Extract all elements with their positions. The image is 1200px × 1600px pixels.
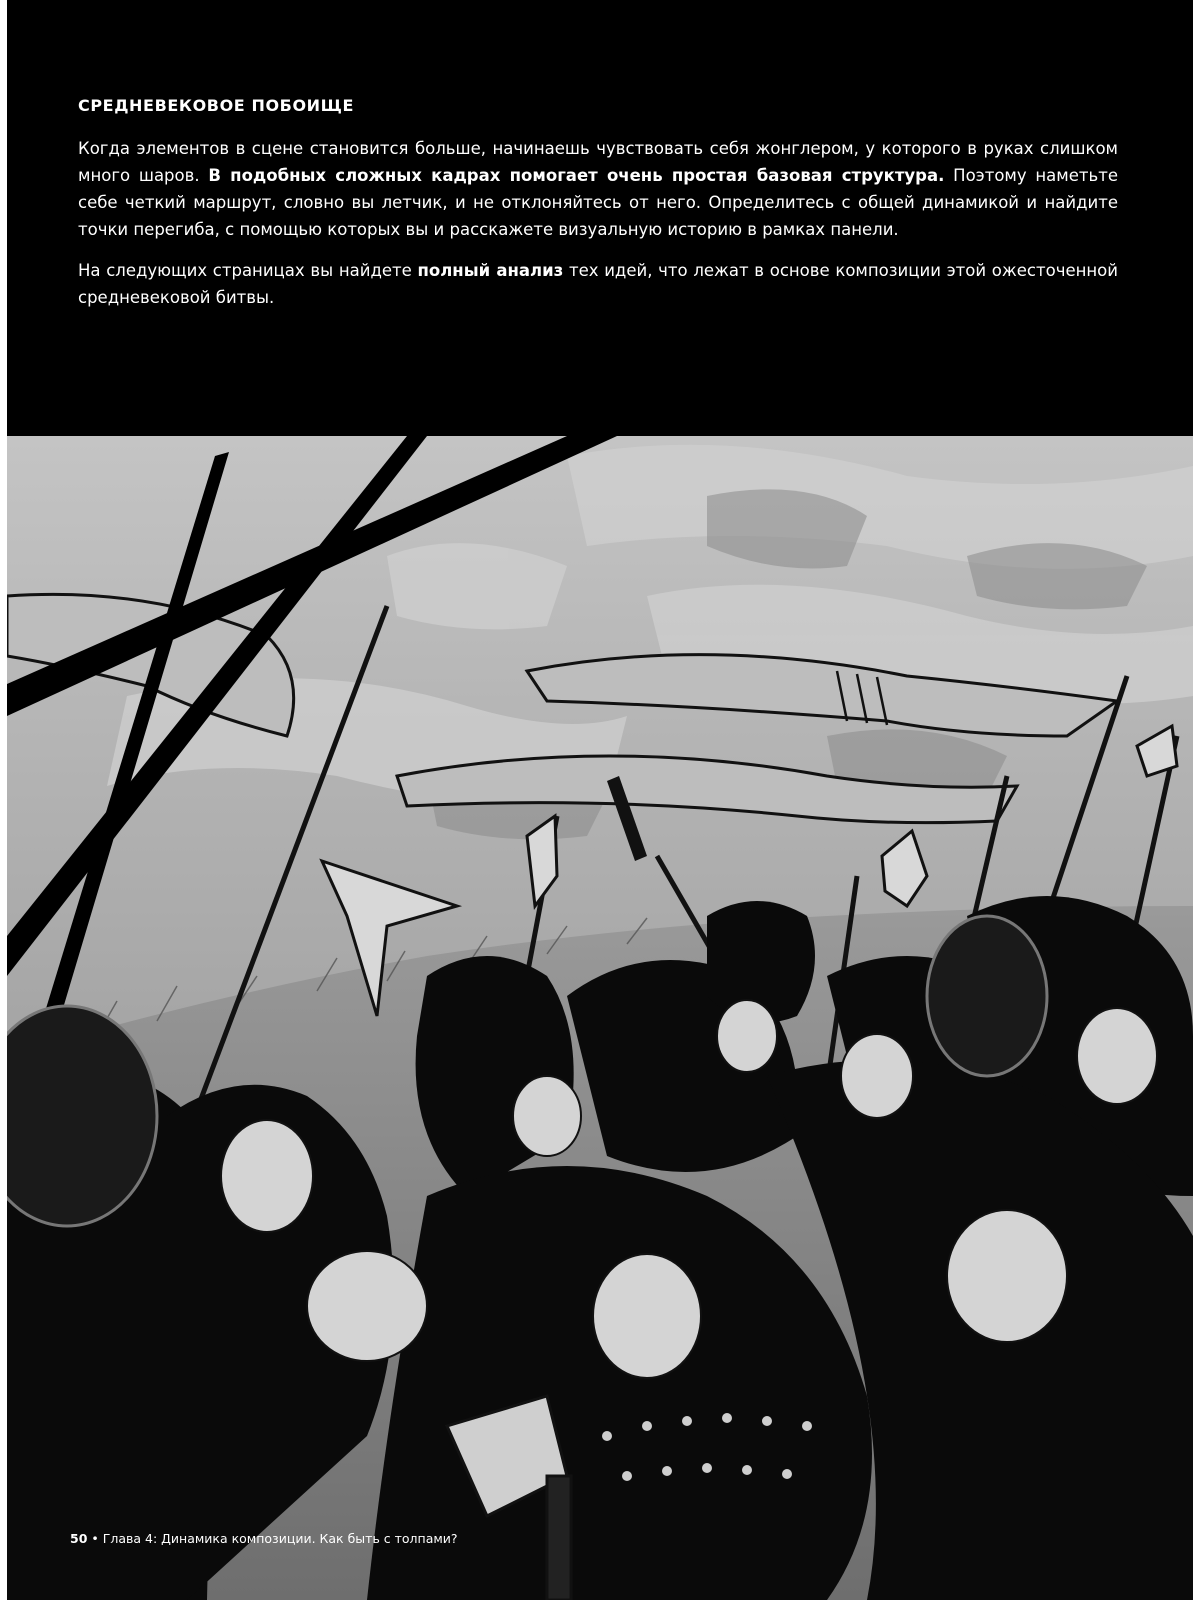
article-text [78,96,1118,325]
paragraph-next-text-2: тех идей, что лежат в основе композиции этой ожесточенной средневековой битвы. [78,261,1118,307]
book-page [7,0,1193,1600]
section-heading: СРЕДНЕВЕКОВОЕ ПОБОИЩЕ [78,96,354,115]
page-number: 50 [70,1531,88,1546]
chapter-title: Глава 4: Динамика композиции. Как быть с толпами? [102,1531,458,1546]
page-footer [70,1531,458,1546]
paragraph-next-pages [78,257,1118,311]
paragraph-intro [78,135,1118,243]
battle-illustration [7,436,1193,1600]
paragraph-intro-emphasis: В подобных сложных кадрах помогает очень простая базовая структура. [208,166,945,185]
paragraph-next-text-1: На следующих страницах вы найдете [78,261,418,280]
footer-separator: • [87,1531,103,1546]
paragraph-intro-text-1: Когда элементов в сцене становится больше, начинаешь чувствовать себя жонглером, у которого в руках слишком много шаров. [78,139,1118,185]
paragraph-intro-text-2: Поэтому наметьте себе четкий маршрут, словно вы летчик, и не отклоняйтесь от него. Определитесь с общей динамикой и найдите точки перегиба, с помощью которых вы и расскажете визуальную историю в рамках панели. [78,166,1118,239]
paragraph-next-emphasis: полный анализ [417,261,564,280]
